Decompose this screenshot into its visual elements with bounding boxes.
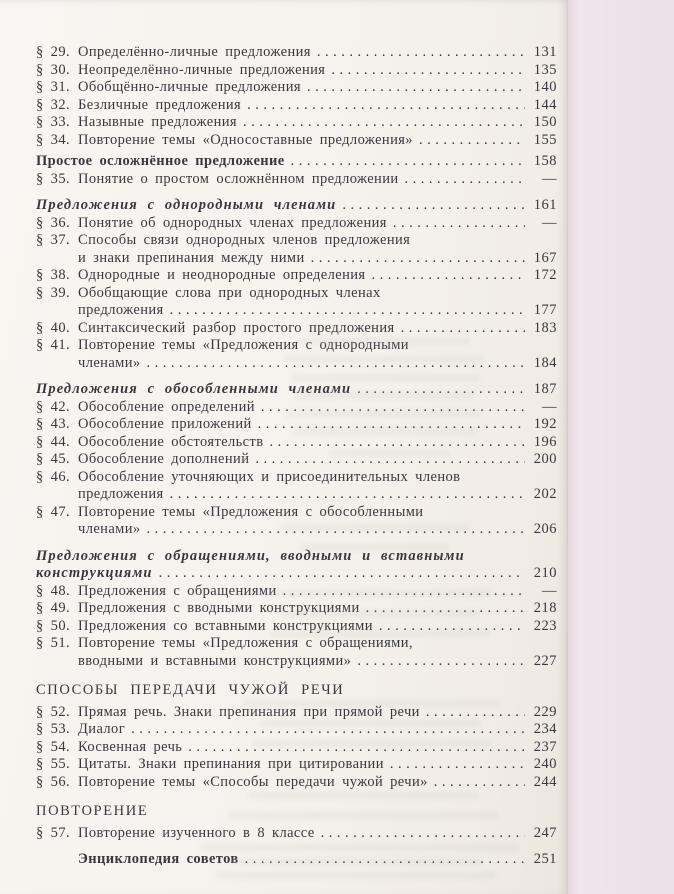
entry-title: Повторение изученного в 8 классе (78, 824, 315, 841)
entry-title: Назывные предложения (78, 114, 237, 130)
entry-prefix: § 43. (36, 416, 70, 432)
bleed-through-mark (260, 720, 480, 727)
bleed-through-mark (262, 590, 492, 597)
dot-leader (405, 171, 525, 189)
dot-leader (243, 114, 525, 132)
entry-title: и знаки препинания между ними (78, 249, 305, 266)
entry-prefix: § 36. (36, 214, 70, 231)
dot-leader (434, 774, 525, 792)
entry-title: Повторение темы «Предложения с однородными (78, 337, 409, 353)
page-number: 177 (533, 302, 557, 318)
bleed-through-mark (290, 374, 480, 381)
toc-entry (36, 756, 557, 774)
toc-entry (36, 232, 557, 250)
entry-title: Обособление приложений (78, 416, 252, 432)
bleed-through-mark (300, 338, 470, 345)
entry-prefix: § 37. (36, 232, 70, 248)
page-number: 227 (533, 652, 557, 669)
page-number: 161 (533, 197, 557, 213)
page-number: 206 (533, 521, 557, 537)
dot-leader (317, 44, 525, 62)
toc-entry (36, 469, 557, 487)
entry-title: вводными и вставными конструкциями» (78, 652, 352, 669)
page-number: 158 (533, 153, 557, 169)
toc-entry (36, 434, 557, 452)
entry-title: членами» (78, 521, 141, 537)
dot-leader (357, 653, 525, 671)
toc-entry (36, 267, 557, 285)
toc-entry (36, 653, 557, 671)
page-number: 144 (533, 96, 557, 113)
toc-entry (36, 451, 557, 469)
page-number: 247 (533, 824, 557, 841)
bleed-through-mark (295, 392, 475, 399)
entry-title: Способы связи однородных членов предложения (78, 232, 411, 248)
entry-prefix: § 55. (36, 756, 70, 772)
entry-title: конструкциями (36, 565, 153, 581)
page-number: — (542, 398, 557, 415)
entry-title: Обособление обстоятельств (78, 433, 264, 450)
page-number: — (542, 582, 557, 599)
toc-entry (36, 486, 557, 504)
bleed-through-mark (280, 524, 470, 531)
toc-heading (36, 565, 557, 583)
entry-title: Синтаксический разбор простого предложения (78, 319, 395, 336)
entry-title: Цитаты. Знаки препинания при цитировании (78, 756, 384, 772)
dot-leader (291, 153, 525, 171)
dot-leader (170, 486, 525, 504)
page-number: 183 (533, 319, 557, 336)
entry-prefix: § 30. (36, 61, 70, 78)
entry-prefix: § 35. (36, 170, 70, 187)
entry-prefix: § 31. (36, 79, 70, 95)
toc-entry (36, 250, 557, 268)
page-number: 172 (533, 267, 557, 283)
entry-prefix: § 44. (36, 433, 70, 450)
entry-title: Прямая речь. Знаки препинания при прямой речи (78, 703, 420, 720)
entry-title: Предложения с однородными членами (36, 197, 337, 213)
entry-title: Обобщённо-личные предложения (78, 79, 301, 95)
entry-prefix: § 51. (36, 635, 70, 651)
toc-entry (36, 504, 557, 522)
entry-title: Неопределённо-личные предложения (78, 61, 326, 78)
entry-title: Повторение темы «Способы передачи чужой речи» (78, 773, 428, 790)
page-number: 244 (533, 773, 557, 790)
dot-leader (342, 197, 525, 215)
bleed-through-mark (292, 428, 477, 435)
dot-leader (393, 215, 525, 233)
page-number: 150 (533, 114, 557, 130)
dot-leader (311, 250, 525, 268)
toc-heading (36, 548, 557, 566)
toc-entry (36, 132, 557, 150)
entry-prefix: § 52. (36, 703, 70, 720)
page-number: — (542, 170, 557, 187)
bleed-through-mark (252, 740, 492, 747)
entry-title: Обобщающие слова при однородных членах (78, 284, 381, 301)
book-fore-edge (567, 0, 674, 894)
toc-heading (36, 682, 557, 700)
entry-title: Понятие о простом осложнённом предложении (78, 170, 399, 187)
toc-entry (36, 302, 557, 320)
page-number: 131 (533, 44, 557, 60)
entry-prefix: § 34. (36, 131, 70, 148)
entry-title: Повторение темы «Предложения с обособленными (78, 503, 424, 520)
entry-prefix: § 50. (36, 617, 70, 634)
entry-title: Обособление дополнений (78, 451, 250, 467)
entry-title: Предложения с вводными конструкциями (78, 600, 360, 616)
entry-title: Обособление уточняющих и присоединительных членов (78, 468, 461, 485)
dot-leader (372, 267, 526, 285)
bleed-through-mark (200, 844, 520, 851)
toc-entry (36, 285, 557, 303)
toc-entry (36, 635, 557, 653)
toc-heading (36, 197, 557, 215)
dot-leader (307, 79, 525, 97)
bleed-through-mark (280, 610, 480, 617)
toc-entry (36, 97, 557, 115)
page-number: 240 (533, 756, 557, 772)
toc-entry (36, 215, 557, 233)
entry-title: Повторение темы «Односоставные предложения» (78, 131, 413, 148)
dot-leader (401, 320, 525, 338)
entry-title: ПОВТОРЕНИЕ (36, 803, 149, 819)
bleed-through-mark (216, 872, 496, 879)
toc-entry (36, 320, 557, 338)
entry-prefix: § 42. (36, 398, 70, 415)
toc-entry (36, 114, 557, 132)
entry-prefix: § 45. (36, 451, 70, 467)
page-number: 202 (533, 486, 557, 502)
entry-prefix: § 39. (36, 284, 70, 301)
page-number: — (542, 214, 557, 231)
page-number: 210 (533, 565, 557, 581)
page-number: 251 (533, 851, 557, 867)
page-number: 140 (533, 79, 557, 95)
page-number: 218 (533, 600, 557, 616)
page-number: 192 (533, 416, 557, 432)
bleed-through-mark (232, 858, 482, 865)
toc-entry (36, 44, 557, 62)
entry-title: Предложения со вставными конструкциями (78, 617, 373, 634)
page-number: 229 (533, 703, 557, 720)
dot-leader (170, 302, 525, 320)
entry-prefix: § 49. (36, 600, 70, 616)
toc-entry (36, 825, 557, 843)
entry-prefix: § 41. (36, 337, 70, 353)
toc-entry (36, 337, 557, 355)
dot-leader (159, 565, 525, 583)
dot-leader (331, 62, 525, 80)
bleed-through-mark (270, 630, 490, 637)
entry-title: СПОСОБЫ ПЕРЕДАЧИ ЧУЖОЙ РЕЧИ (36, 682, 345, 698)
dot-leader (270, 434, 525, 452)
page-number: 167 (533, 249, 557, 266)
dot-leader (390, 756, 525, 774)
page-number: 184 (533, 354, 557, 371)
entry-title: Косвенная речь (78, 738, 183, 755)
entry-prefix: § 32. (36, 96, 70, 113)
page-number: 223 (533, 617, 557, 634)
entry-title: Предложения с обращениями (78, 582, 277, 599)
dot-leader (247, 97, 525, 115)
bleed-through-mark (248, 792, 478, 799)
dot-leader (419, 132, 525, 150)
page-number: 196 (533, 433, 557, 450)
entry-title: Безличные предложения (78, 96, 242, 113)
toc-entry (36, 171, 557, 189)
page-number: 234 (533, 721, 557, 737)
entry-prefix: § 57. (36, 824, 70, 841)
toc-heading (36, 153, 557, 171)
entry-prefix: § 47. (36, 503, 70, 520)
entry-title: Повторение темы «Предложения с обращениями, (78, 635, 413, 651)
entry-title: членами» (78, 354, 141, 371)
bleed-through-mark (285, 356, 485, 363)
entry-title: Однородные и неоднородные определения (78, 267, 366, 283)
entry-prefix: § 48. (36, 582, 70, 599)
entry-title: предложения (78, 486, 164, 502)
entry-title: Определённо-личные предложения (78, 44, 311, 60)
entry-prefix: § 29. (36, 44, 70, 60)
entry-title: предложения (78, 302, 164, 318)
entry-title: Диалог (78, 721, 126, 737)
bleed-through-mark (286, 410, 481, 417)
entry-prefix: § 46. (36, 468, 70, 485)
bleed-through-mark (242, 700, 502, 707)
page-number: 155 (533, 131, 557, 148)
page-number: 187 (533, 381, 557, 397)
page-number: 237 (533, 738, 557, 755)
entry-prefix: § 38. (36, 267, 70, 283)
page-number: 135 (533, 61, 557, 78)
bleed-through-mark (300, 544, 450, 551)
entry-title: Энциклопедия советов (78, 851, 239, 867)
page-number: 200 (533, 451, 557, 467)
entry-prefix: § 54. (36, 738, 70, 755)
entry-title: Понятие об однородных членах предложения (78, 214, 387, 231)
toc-entry (36, 62, 557, 80)
toc-entry (36, 79, 557, 97)
entry-prefix: § 33. (36, 114, 70, 130)
bleed-through-mark (228, 812, 498, 819)
entry-prefix: § 56. (36, 773, 70, 790)
bleed-through-mark (330, 450, 450, 457)
entry-title: Простое осложнённое предложение (36, 153, 285, 169)
toc-entry (36, 774, 557, 792)
entry-title: Обособление определений (78, 398, 255, 415)
dot-leader (321, 825, 525, 843)
entry-prefix: § 53. (36, 721, 70, 737)
entry-title: Предложения с обращениями, вводными и вставными (36, 547, 465, 564)
entry-prefix: § 40. (36, 319, 70, 336)
entry-title: Предложения с обособленными членами (36, 381, 352, 397)
